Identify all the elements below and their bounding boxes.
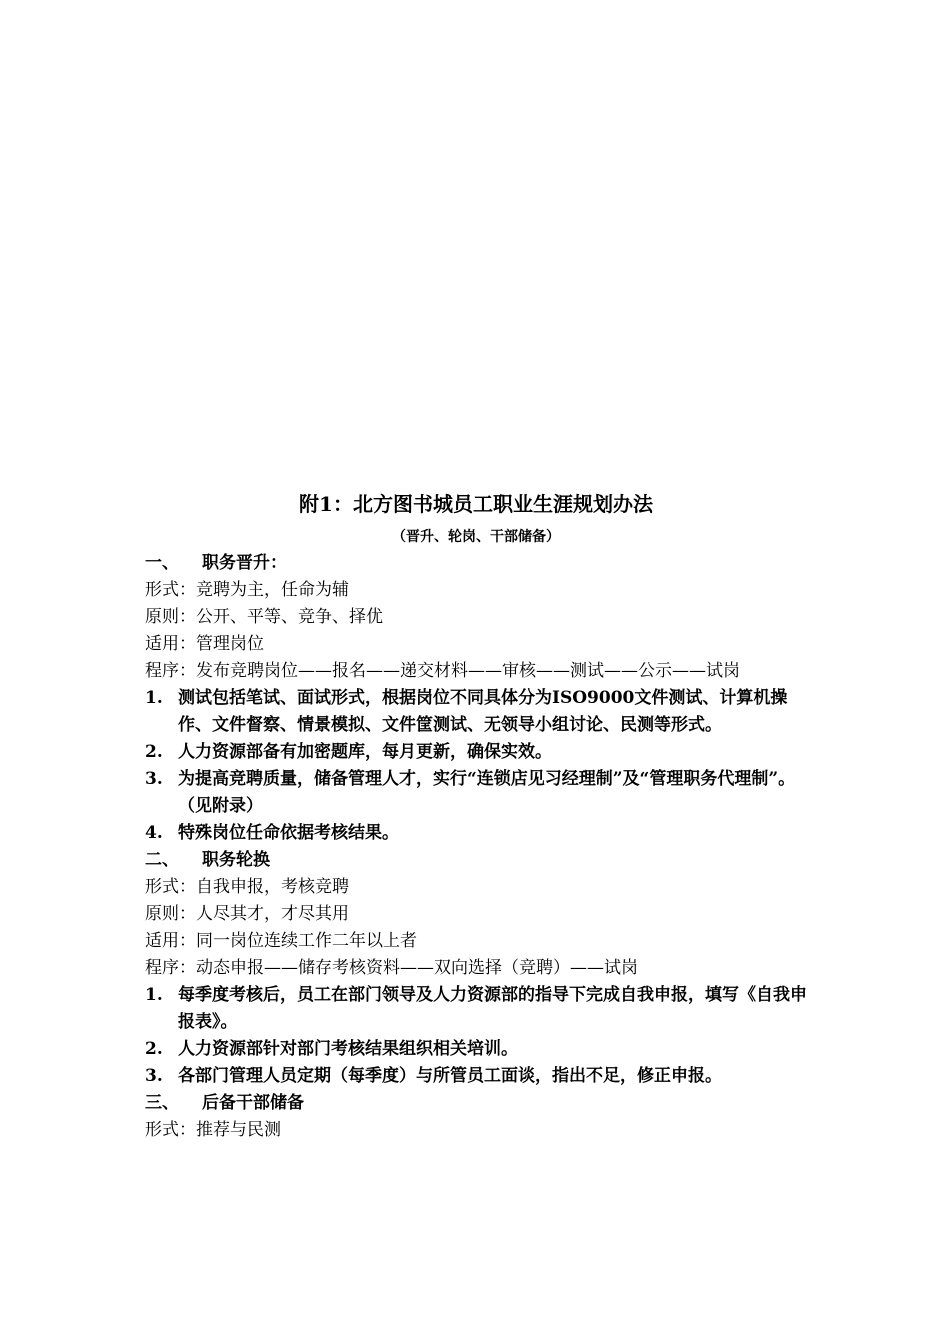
list-item-text: 特殊岗位任命依据考核结果。 <box>178 823 399 843</box>
list-item-text: 人力资源部备有加密题库，每月更新，确保实效。 <box>178 742 552 762</box>
section-title: 后备干部储备 <box>202 1093 304 1113</box>
section-line: 适用：管理岗位 <box>145 634 264 654</box>
list-item-number: 2. <box>145 1039 163 1059</box>
list-item <box>145 820 807 847</box>
document-page <box>145 488 807 1144</box>
section-line: 形式：竞聘为主，任命为辅 <box>145 580 349 600</box>
section-number: 二、 <box>145 850 179 870</box>
section-line: 原则：人尽其才，才尽其用 <box>145 904 349 924</box>
section-number: 三、 <box>145 1093 179 1113</box>
list-item <box>145 739 807 766</box>
section-heading <box>145 550 807 577</box>
list-item-number: 1. <box>145 688 163 708</box>
section-heading <box>145 1090 807 1117</box>
section-line: 形式：自我申报，考核竞聘 <box>145 877 349 897</box>
list-item <box>145 982 807 1036</box>
list-item-text: 每季度考核后，员工在部门领导及人力资源部的指导下完成自我申报，填写《自我申报表》。 <box>178 985 807 1032</box>
list-item-text: 为提高竞聘质量，储备管理人才，实行“连锁店见习经理制”及“管理职务代理制”。（见附录） <box>178 769 796 816</box>
section-line: 原则：公开、平等、竞争、择优 <box>145 607 383 627</box>
section-title: 职务晋升： <box>202 553 287 573</box>
list-item-number: 1. <box>145 985 163 1005</box>
list-item-text: 人力资源部针对部门考核结果组织相关培训。 <box>178 1039 518 1059</box>
section-line: 形式：推荐与民测 <box>145 1120 281 1140</box>
list-item <box>145 766 807 820</box>
list-item-text: 各部门管理人员定期（每季度）与所管员工面谈，指出不足，修正申报。 <box>178 1066 722 1086</box>
section-heading <box>145 847 807 874</box>
list-item-number: 3. <box>145 1066 163 1086</box>
section-title: 职务轮换 <box>202 850 270 870</box>
section-number: 一、 <box>145 553 179 573</box>
list-item-text: 测试包括笔试、面试形式，根据岗位不同具体分为ISO9000文件测试、计算机操作、文件督察、情景模拟、文件筐测试、无领导小组讨论、民测等形式。 <box>178 688 788 735</box>
list-item <box>145 1036 807 1063</box>
list-item-number: 2. <box>145 742 163 762</box>
list-item-number: 4. <box>145 823 163 843</box>
list-item-number: 3. <box>145 769 163 789</box>
document-title: 附1：北方图书城员工职业生涯规划办法 <box>299 492 653 516</box>
section-line: 程序：动态申报——储存考核资料——双向选择（竞聘）——试岗 <box>145 958 638 978</box>
document-subtitle: （晋升、轮岗、干部储备） <box>392 529 560 545</box>
list-item <box>145 685 807 739</box>
list-item <box>145 1063 807 1090</box>
section-line: 程序：发布竞聘岗位——报名——递交材料——审核——测试——公示——试岗 <box>145 661 740 681</box>
section-line: 适用：同一岗位连续工作二年以上者 <box>145 931 417 951</box>
